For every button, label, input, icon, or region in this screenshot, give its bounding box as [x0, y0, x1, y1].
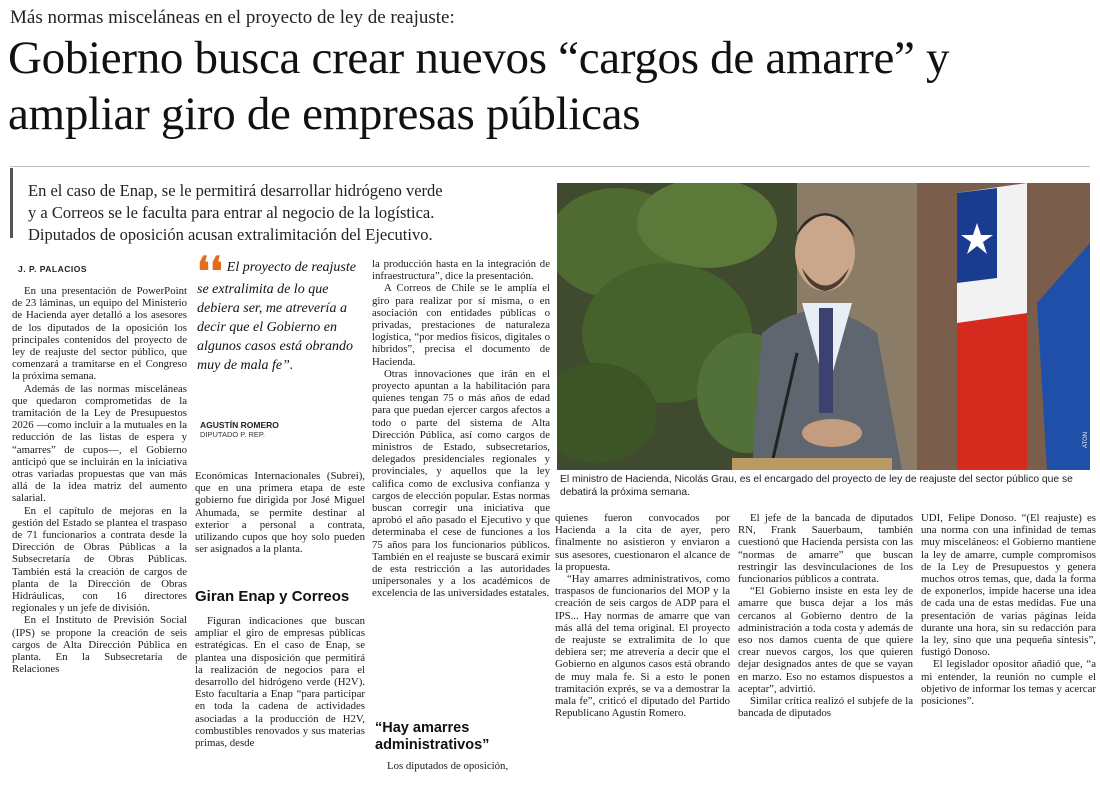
- paragraph: El legislador opositor añadió que, “a mi entender, la reunión no cumple el objetivo de informar los temas y acercar posiciones”.: [921, 658, 1096, 708]
- paragraph: la producción hasta en la integración de infraestructura”, dice la presentación.: [372, 258, 550, 283]
- body-column-5: [738, 512, 913, 777]
- photo-credit: ATON: [1083, 431, 1089, 448]
- photo-illustration: [557, 183, 1090, 470]
- byline: J. P. PALACIOS: [18, 264, 88, 274]
- photo: [557, 183, 1090, 470]
- paragraph: “El Gobierno insiste en esta ley de amarre que busca dejar a los más cercanos al Gobierno dentro de la administración a toda costa y además de eso nos damos cuenta de que quiere crear nuevos cargos, los que quieren dejar designados antes de que se vayan en marzo. Eso no estamos dispuestos a aceptar”, advirtió.: [738, 585, 913, 695]
- paragraph: Además de las normas misceláneas que quedaron comprometidas de la tramitación de la Ley de Presupuestos 2026 —como incluir a la mutuales en la reducción de las listas de espera y “amarres” de cupos—, el Gobierno anticipó que se incluirán en la iniciativa otras variadas propuestas que van más allá de la idea matriz del aumento salarial.: [12, 382, 187, 505]
- paragraph: El jefe de la bancada de diputados RN, Frank Sauerbaum, también cuestionó que Hacienda persista con las “normas de amarre” que buscan restringir las desvinculaciones de los funcionarios públicos a contrata.: [738, 512, 913, 586]
- subhead-amarres: “Hay amarres administrativos”: [375, 720, 490, 753]
- paragraph: En el capítulo de mejoras en la gestión del Estado se plantea el traspaso de 71 funcionarios a contrata desde la Dirección de Obras Públicas a la Subsecretaría de Obras Públicas. También está la creación de cargos de planta de la Dirección de Obras Hidráulicas, con 16 directores regionales y un jefe de división.: [12, 504, 187, 615]
- photo-caption: El ministro de Hacienda, Nicolás Grau, es el encargado del proyecto de ley de reajuste del sector público que se debatirá la próxima semana.: [560, 474, 1073, 498]
- body-column-3: [372, 258, 550, 716]
- paragraph: UDI, Felipe Donoso. “(El reajuste) es una norma con una infinidad de temas muy misceláneos: el Gobierno mantiene la ley de amarre, cumple compromisos de la Ley de Presupuestos y genera muchos otros temas, que, dada la forma de exponerlos, impide hacerse una idea de cada una de estas medidas. Fue una presentación de varias páginas leída durante una hora, sin su redacción para la ley, sino que una pequeña síntesis”, fustigó Donoso.: [921, 512, 1096, 659]
- body-column-1: [12, 285, 187, 780]
- paragraph: “Hay amarres administrativos, como traspasos de funcionarios del MOP y la creación de seis cargos de ADP para el IPS... Hay normas de amarre que van más allá del tema original. El proyecto de reajuste se extralimita de lo que debiera ser; me atrevería a decir que el Gobierno en algunos casos está obrando de muy mala fe. Si a esto le ponen tramitación exprés, se va a demostrar la mala fe”, criticó el diputado del Partido Republicano Agustín Romero.: [555, 573, 730, 720]
- section-separator: [10, 166, 1090, 167]
- deck-bar: [10, 168, 13, 238]
- pullquote-text: El proyecto de reajuste se extralimita de lo que debiera ser, me atrevería a decir que el Gobierno en algunos casos está obrando muy de mala fe”.: [197, 260, 356, 373]
- deck-line: Diputados de oposición acusan extralimitación del Ejecutivo.: [28, 225, 433, 244]
- body-column-6: [921, 512, 1096, 782]
- body-column-2a: [195, 470, 365, 585]
- subhead-giran: Giran Enap y Correos: [195, 588, 350, 605]
- paragraph: En una presentación de PowerPoint de 23 láminas, un equipo del Ministerio de Hacienda ayer detalló a los asesores de los diputados de la oposición los principales contenidos del proyecto de ley de reajuste del sector público, que comenzará a tramitarse en el Congreso la próxima semana.: [12, 285, 187, 383]
- paragraph: A Correos de Chile se le amplía el giro para realizar por sí misma, o en asociación con entidades públicas o privadas, prestaciones de naturaleza logística, “por medios físicos, digitales o híbridos”, precisa el documento de Hacienda.: [372, 282, 550, 368]
- deck: [28, 180, 548, 246]
- body-column-4: [555, 512, 730, 777]
- body-column-2b: [195, 615, 365, 780]
- pullquote-role: DIPUTADO P. REP.: [200, 430, 266, 439]
- paragraph: Otras innovaciones que irán en el proyecto apuntan a la habilitación para quienes tengan 75 o más años de edad para que puedan ejercer cargos afectos a todo o parte del sistema de Alta Dirección Pública, así como cargos de ministros de Estado, subsecretarios, delegados presidenciales regionales y provinciales, y aquellos que la ley califica como de exclusiva confianza y cargos de elección popular. Estas normas buscan corregir una iniciativa que aprobó el año pasado el Ejecutivo y que determinaba el cese de funciones a los 75 años para los funcionarios públicos. También en el reajuste se buscará eximir de esta restricción a las autoridades unipersonales y a los académicos de excelencia de las universidades estatales.: [372, 367, 550, 600]
- pullquote-author: AGUSTÍN ROMERO: [200, 420, 279, 430]
- paragraph: quienes fueron convocados por Hacienda a la cita de ayer, pero finalmente no asistieron y enviaron a sus asesores, cuestionaron el alcance de la propuesta.: [555, 512, 730, 573]
- quote-mark-icon: ❛❛: [197, 249, 223, 294]
- paragraph: Similar crítica realizó el subjefe de la bancada de diputados: [738, 695, 913, 720]
- pullquote: [197, 249, 365, 375]
- paragraph: En el Instituto de Previsión Social (IPS) se propone la creación de seis cargos de Alta Dirección Pública en planta. En la Subsecretaría de Relaciones: [12, 614, 187, 676]
- paragraph: Los diputados de oposición,: [387, 760, 509, 772]
- kicker: Más normas misceláneas en el proyecto de ley de reajuste:: [10, 7, 455, 28]
- paragraph: Económicas Internacionales (Subrei), que en una primera etapa de este gobierno fue dirigida por José Miguel Ahumada, se permite destinar al exterior a personal a contrata, utilizando cupos que hoy solo pueden ser asignados a la planta.: [195, 470, 365, 556]
- headline: Gobierno busca crear nuevos “cargos de amarre” y ampliar giro de empresas públicas: [8, 32, 950, 140]
- paragraph: Figuran indicaciones que buscan ampliar el giro de empresas públicas estratégicas. En el caso de Enap, se plantea una disposición que permitirá la realización de negocios para el desarrollo del hidrógeno verde (H2V). Esto facultaría a Enap “para participar en toda la cadena de actividades asociadas a la producción de H2V, combustibles renovados y sus materias primas, desde: [195, 615, 365, 750]
- deck-line: En el caso de Enap, se le permitirá desarrollar hidrógeno verde: [28, 181, 443, 200]
- body-column-3b: [375, 760, 550, 782]
- deck-line: y a Correos se le faculta para entrar al negocio de la logística.: [28, 203, 435, 222]
